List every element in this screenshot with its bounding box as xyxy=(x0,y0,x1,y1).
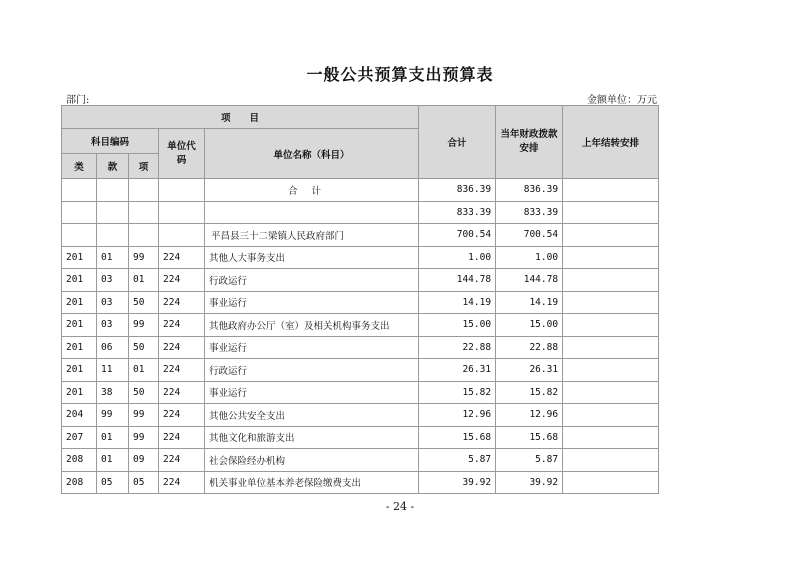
table-row xyxy=(62,404,659,427)
cell-total: 836.39 xyxy=(419,179,496,202)
department-row xyxy=(62,224,659,247)
cell-lei xyxy=(62,179,97,202)
cell-unit-name: 机关事业单位基本养老保险缴费支出 xyxy=(205,471,419,494)
cell-unit-code: 224 xyxy=(159,471,205,494)
cell-total: 5.87 xyxy=(419,449,496,472)
page-title: 一般公共预算支出预算表 xyxy=(306,65,494,84)
header-xiang: 项 xyxy=(129,154,159,179)
cell-kuan: 38 xyxy=(97,381,129,404)
cell-unit-name: 其他人大事务支出 xyxy=(205,246,419,269)
cell-unit-code: 224 xyxy=(159,381,205,404)
cell-xiang: 99 xyxy=(129,404,159,427)
cell-carryover xyxy=(563,269,659,292)
cell-current-allocation: 39.92 xyxy=(496,471,563,494)
cell-kuan: 03 xyxy=(97,314,129,337)
cell-xiang: 05 xyxy=(129,471,159,494)
cell-kuan xyxy=(97,224,129,247)
cell-current-allocation: 833.39 xyxy=(496,201,563,224)
cell-carryover xyxy=(563,246,659,269)
cell-carryover xyxy=(563,314,659,337)
total-row xyxy=(62,179,659,202)
cell-total: 1.00 xyxy=(419,246,496,269)
cell-lei: 201 xyxy=(62,291,97,314)
table-row xyxy=(62,449,659,472)
cell-unit-name: 其他公共安全支出 xyxy=(205,404,419,427)
cell-total: 15.00 xyxy=(419,314,496,337)
cell-unit-name: 合计 xyxy=(205,179,419,202)
cell-unit-code: 224 xyxy=(159,359,205,382)
cell-unit-code: 224 xyxy=(159,426,205,449)
cell-carryover xyxy=(563,381,659,404)
table-row xyxy=(62,246,659,269)
cell-total: 144.78 xyxy=(419,269,496,292)
cell-kuan: 03 xyxy=(97,269,129,292)
cell-xiang: 50 xyxy=(129,336,159,359)
table-row xyxy=(62,471,659,494)
cell-total: 14.19 xyxy=(419,291,496,314)
cell-total: 12.96 xyxy=(419,404,496,427)
cell-current-allocation: 14.19 xyxy=(496,291,563,314)
table-header xyxy=(62,106,659,179)
cell-lei: 204 xyxy=(62,404,97,427)
table-row xyxy=(62,381,659,404)
cell-carryover xyxy=(563,359,659,382)
cell-total: 26.31 xyxy=(419,359,496,382)
cell-carryover xyxy=(563,224,659,247)
table-row xyxy=(62,336,659,359)
amount-unit-label: 金额单位：万元 xyxy=(587,95,657,106)
cell-kuan: 01 xyxy=(97,426,129,449)
cell-kuan: 99 xyxy=(97,404,129,427)
table-body xyxy=(62,179,659,494)
cell-unit-name xyxy=(205,201,419,224)
cell-total: 39.92 xyxy=(419,471,496,494)
cell-unit-code: 224 xyxy=(159,269,205,292)
header-carryover: 上年结转安排 xyxy=(563,106,659,179)
cell-unit-name: 其他政府办公厅（室）及相关机构事务支出 xyxy=(205,314,419,337)
cell-lei xyxy=(62,201,97,224)
cell-unit-code xyxy=(159,224,205,247)
cell-xiang: 01 xyxy=(129,269,159,292)
cell-current-allocation: 144.78 xyxy=(496,269,563,292)
cell-unit-name: 平昌县三十二梁镇人民政府部门 xyxy=(205,224,419,247)
cell-xiang: 50 xyxy=(129,291,159,314)
cell-carryover xyxy=(563,426,659,449)
cell-xiang: 50 xyxy=(129,381,159,404)
cell-current-allocation: 700.54 xyxy=(496,224,563,247)
cell-lei: 208 xyxy=(62,471,97,494)
cell-total: 22.88 xyxy=(419,336,496,359)
page-number: - 24 - xyxy=(385,500,415,513)
cell-unit-code: 224 xyxy=(159,246,205,269)
cell-lei: 201 xyxy=(62,381,97,404)
header-total: 合计 xyxy=(419,106,496,179)
cell-lei: 201 xyxy=(62,269,97,292)
header-current-allocation: 当年财政拨款安排 xyxy=(496,106,563,179)
department-row xyxy=(62,201,659,224)
cell-current-allocation: 836.39 xyxy=(496,179,563,202)
cell-lei: 201 xyxy=(62,336,97,359)
cell-unit-name: 事业运行 xyxy=(205,381,419,404)
cell-unit-code xyxy=(159,201,205,224)
cell-xiang: 99 xyxy=(129,426,159,449)
cell-unit-name: 其他文化和旅游支出 xyxy=(205,426,419,449)
table-row xyxy=(62,359,659,382)
cell-kuan: 03 xyxy=(97,291,129,314)
cell-xiang: 99 xyxy=(129,314,159,337)
cell-unit-name: 事业运行 xyxy=(205,336,419,359)
cell-kuan xyxy=(97,179,129,202)
cell-current-allocation: 15.00 xyxy=(496,314,563,337)
cell-lei: 201 xyxy=(62,359,97,382)
cell-current-allocation: 5.87 xyxy=(496,449,563,472)
budget-table xyxy=(61,105,659,494)
cell-current-allocation: 22.88 xyxy=(496,336,563,359)
cell-carryover xyxy=(563,449,659,472)
cell-current-allocation: 15.82 xyxy=(496,381,563,404)
table-row xyxy=(62,426,659,449)
cell-xiang: 09 xyxy=(129,449,159,472)
cell-total: 15.68 xyxy=(419,426,496,449)
cell-xiang xyxy=(129,201,159,224)
cell-unit-name: 社会保险经办机构 xyxy=(205,449,419,472)
cell-kuan: 05 xyxy=(97,471,129,494)
header-kuan: 款 xyxy=(97,154,129,179)
table-row xyxy=(62,269,659,292)
cell-xiang: 01 xyxy=(129,359,159,382)
cell-unit-code: 224 xyxy=(159,314,205,337)
cell-current-allocation: 15.68 xyxy=(496,426,563,449)
cell-xiang xyxy=(129,224,159,247)
header-subject-code: 科目编码 xyxy=(62,129,159,154)
cell-carryover xyxy=(563,404,659,427)
cell-carryover xyxy=(563,179,659,202)
cell-kuan: 01 xyxy=(97,449,129,472)
cell-carryover xyxy=(563,291,659,314)
header-unit-name: 单位名称（科目） xyxy=(205,129,419,179)
cell-total: 833.39 xyxy=(419,201,496,224)
cell-unit-code: 224 xyxy=(159,336,205,359)
cell-lei xyxy=(62,224,97,247)
department-label: 部门: xyxy=(66,95,90,106)
cell-total: 700.54 xyxy=(419,224,496,247)
cell-unit-name: 事业运行 xyxy=(205,291,419,314)
header-unit-code: 单位代码 xyxy=(159,129,205,179)
cell-unit-code: 224 xyxy=(159,404,205,427)
cell-unit-name: 行政运行 xyxy=(205,269,419,292)
cell-kuan: 11 xyxy=(97,359,129,382)
table-row xyxy=(62,291,659,314)
cell-unit-code: 224 xyxy=(159,291,205,314)
cell-unit-name: 行政运行 xyxy=(205,359,419,382)
cell-current-allocation: 1.00 xyxy=(496,246,563,269)
cell-carryover xyxy=(563,336,659,359)
cell-lei: 208 xyxy=(62,449,97,472)
header-item: 项 目 xyxy=(62,106,419,129)
cell-carryover xyxy=(563,201,659,224)
cell-kuan: 06 xyxy=(97,336,129,359)
cell-unit-code xyxy=(159,179,205,202)
cell-current-allocation: 12.96 xyxy=(496,404,563,427)
cell-current-allocation: 26.31 xyxy=(496,359,563,382)
cell-xiang xyxy=(129,179,159,202)
cell-unit-code: 224 xyxy=(159,449,205,472)
cell-lei: 207 xyxy=(62,426,97,449)
cell-kuan xyxy=(97,201,129,224)
cell-kuan: 01 xyxy=(97,246,129,269)
cell-lei: 201 xyxy=(62,246,97,269)
table-row xyxy=(62,314,659,337)
header-lei: 类 xyxy=(62,154,97,179)
cell-xiang: 99 xyxy=(129,246,159,269)
cell-carryover xyxy=(563,471,659,494)
cell-lei: 201 xyxy=(62,314,97,337)
cell-total: 15.82 xyxy=(419,381,496,404)
